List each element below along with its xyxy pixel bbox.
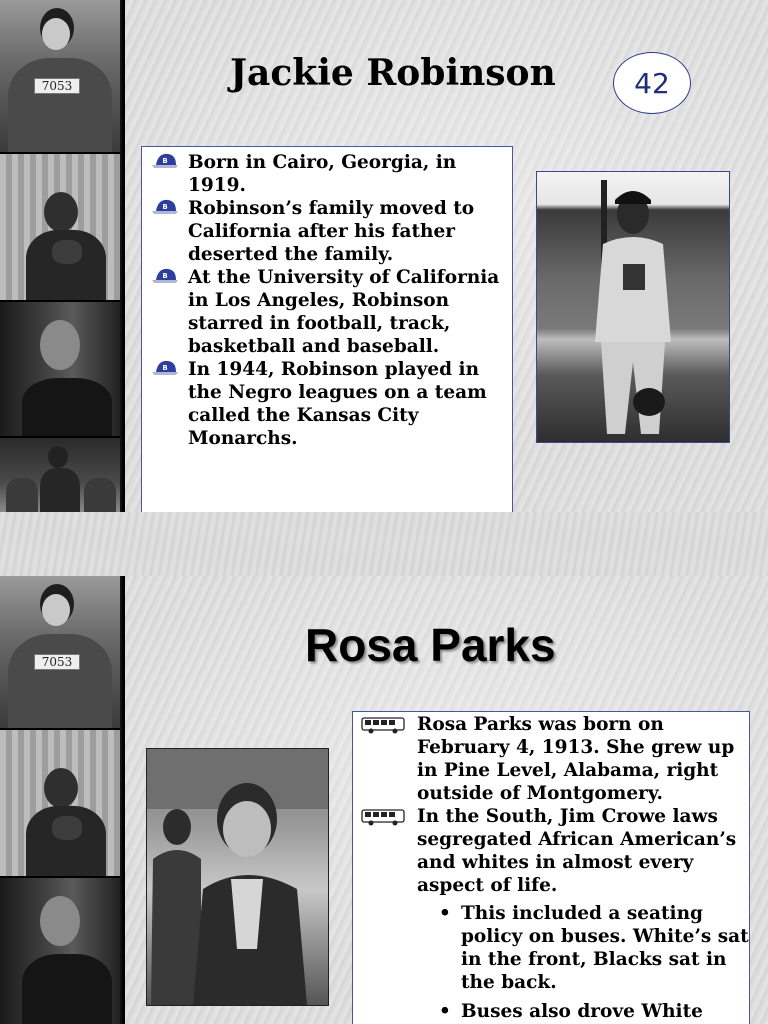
film-frame-podium: [0, 438, 120, 512]
list-item: [142, 197, 512, 266]
film-frame-portrait: [0, 878, 120, 1024]
page-title: Jackie Robinson: [230, 52, 556, 94]
bio-bullet-2: Robinson’s family moved to California after his father deserted the family.: [188, 198, 475, 265]
bio-list: [353, 712, 749, 1023]
film-frame-mugshot: [0, 576, 120, 730]
bus-icon: [361, 715, 405, 735]
baseball-cap-icon: [150, 151, 180, 171]
list-item: [353, 713, 749, 805]
film-strip: [0, 0, 125, 512]
slide-rosa-parks: [0, 576, 768, 1024]
bio-bullet-1: Rosa Parks was born on February 4, 1913. She grew up in Pine Level, Alabama, right outside of Montgomery.: [417, 714, 735, 804]
slide-separator: [0, 512, 768, 576]
bio-text-box: [352, 711, 750, 1024]
bio-text-box: [141, 146, 513, 512]
mugshot-number-sign: 7053: [34, 654, 80, 670]
svg-text:B: B: [162, 272, 168, 280]
bio-bullet-2: In the South, Jim Crowe laws segregated African American’s and whites in almost every aspect of life.: [417, 806, 737, 896]
sub-bullet-2: Buses also drove White: [461, 1001, 703, 1022]
bullet-dot-icon: •: [439, 1001, 451, 1022]
jersey-number-badge: [613, 52, 691, 114]
jersey-number: 42: [634, 66, 670, 100]
mugshot-number-sign: 7053: [34, 78, 80, 94]
bio-bullet-1: Born in Cairo, Georgia, in 1919.: [188, 152, 457, 196]
baseball-cap-icon: [150, 358, 180, 378]
bullet-dot-icon: •: [439, 903, 451, 924]
bio-list: [142, 147, 512, 450]
list-item: [353, 805, 749, 897]
rosa-parks-photo: [146, 748, 329, 1006]
bio-bullet-4: In 1944, Robinson played in the Negro leagues on a team called the Kansas City Monarchs.: [188, 359, 487, 449]
bio-bullet-3: At the University of California in Los Angeles, Robinson starred in football, track, basketball and baseball.: [188, 267, 500, 357]
film-frame-mugshot: [0, 0, 120, 154]
svg-text:B: B: [162, 364, 168, 372]
list-item: [142, 151, 512, 197]
svg-text:B: B: [162, 157, 168, 165]
jackie-robinson-photo: [536, 171, 730, 443]
page-title: Rosa Parks: [305, 619, 556, 671]
list-item: [142, 358, 512, 450]
bus-icon: [361, 807, 405, 827]
ballplayer-figure: [537, 172, 729, 442]
film-strip: [0, 576, 125, 1024]
baseball-cap-icon: [150, 197, 180, 217]
sub-list-item: [353, 902, 749, 994]
sub-list-item: [353, 1000, 749, 1023]
portrait-figures: [147, 749, 328, 1005]
film-frame-march: [0, 730, 120, 878]
film-frame-march: [0, 154, 120, 302]
sub-bullet-1: This included a seating policy on buses. White’s sat in the front, Blacks sat in the back.: [461, 903, 749, 993]
baseball-cap-icon: [150, 266, 180, 286]
film-frame-portrait: [0, 302, 120, 438]
svg-text:B: B: [162, 203, 168, 211]
list-item: [142, 266, 512, 358]
